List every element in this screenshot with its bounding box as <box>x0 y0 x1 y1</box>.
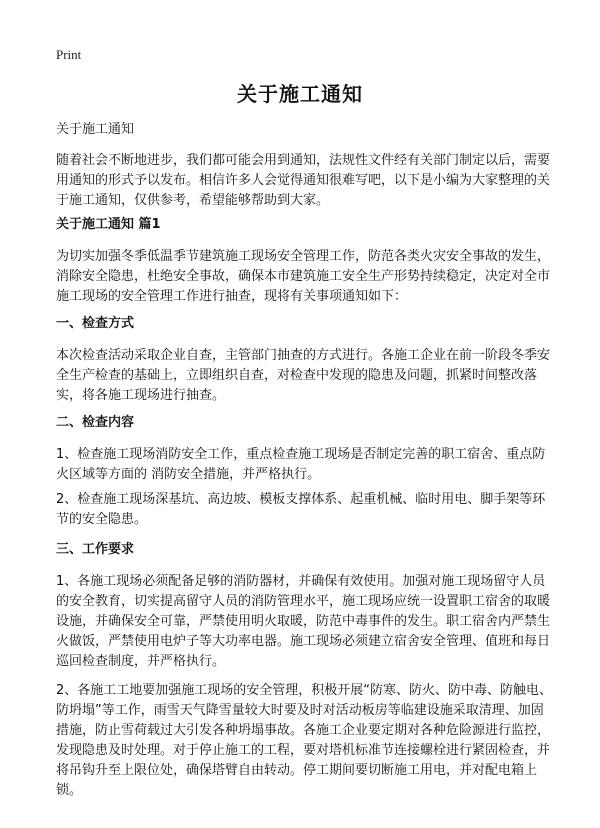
list-item-content-1: 1、检查施工现场消防安全工作，重点检查施工现场是否制定完善的职工宿舍、重点防火区域等方面的 消防安全措施，并严格执行。 <box>56 447 546 482</box>
heading-work-requirements: 三、工作要求 <box>56 542 135 557</box>
heading-inspection-content: 二、检查内容 <box>56 415 135 430</box>
paragraph-inspection-method: 本次检查活动采取企业自查，主管部门抽查的方式进行。各施工企业在前一阶段冬季安全生产检查的基础上，立即组织自查，对检查中发现的隐患及问题，抓紧时间整改落实，将各施工现场进行抽查。 <box>56 348 551 403</box>
document-title: 关于施工通知 <box>237 82 363 106</box>
list-item-content-2: 2、检查施工现场深基坑、高边坡、模板支撑体系、起重机械、临时用电、脚手架等环节的安全隐患。 <box>56 492 546 527</box>
list-item-requirements-1: 1、各施工现场必须配备足够的消防器材，并确保有效使用。加强对施工现场留守人员的安全教育，切实提高留守人员的消防管理水平，施工现场应统一设置职工宿舍的取暖设施，并确保安全可靠，严禁使用明火取暖，防范中毒事件的发生。职工宿舍内严禁生火做饭，严禁使用电炉子等大功率电器。施工现场必须建立宿舍安全管理、值班和每日巡回检查制度，并严格执行。 <box>56 574 551 669</box>
intro-paragraph: 随着社会不断地进步，我们都可能会用到通知，法规性文件经有关部门制定以后，需要用通知的形式予以发布。相信许多人会觉得通知很难写吧，以下是小编为大家整理的关于施工通知，仅供参考，希望能够帮助到大家。 <box>56 153 551 208</box>
print-link[interactable]: Print <box>56 47 82 62</box>
list-item-requirements-2: 2、各施工工地要加强施工现场的安全管理，积极开展“防寒、防火、防中毒、防触电、防坍塌”等工作，雨雪天气降雪量较大时要及时对活动板房等临建设施采取清理、加固措施，防止雪荷载过大引发各种坍塌事故。各施工企业要定期对各种危险源进行监控，发现隐患及时处理。对于停止施工的工程，要对塔机标准节连接螺栓进行紧固检查，并将吊钩升至上限位处，确保塔臂自由转动。停工期间要切断施工用电，并对配电箱上锁。 <box>56 683 553 798</box>
paragraph-1: 为切实加强冬季低温季节建筑施工现场安全管理工作，防范各类火灾安全事故的发生，消除安全隐患，杜绝安全事故，确保本市建筑施工安全生产形势持续稳定，决定对全市施工现场的安全管理工作进行抽查，现将有关事项通知如下： <box>56 249 551 304</box>
heading-inspection-method: 一、检查方式 <box>56 316 135 331</box>
section-title: 关于施工通知 篇1 <box>56 217 161 232</box>
document-subtitle: 关于施工通知 <box>56 122 135 137</box>
